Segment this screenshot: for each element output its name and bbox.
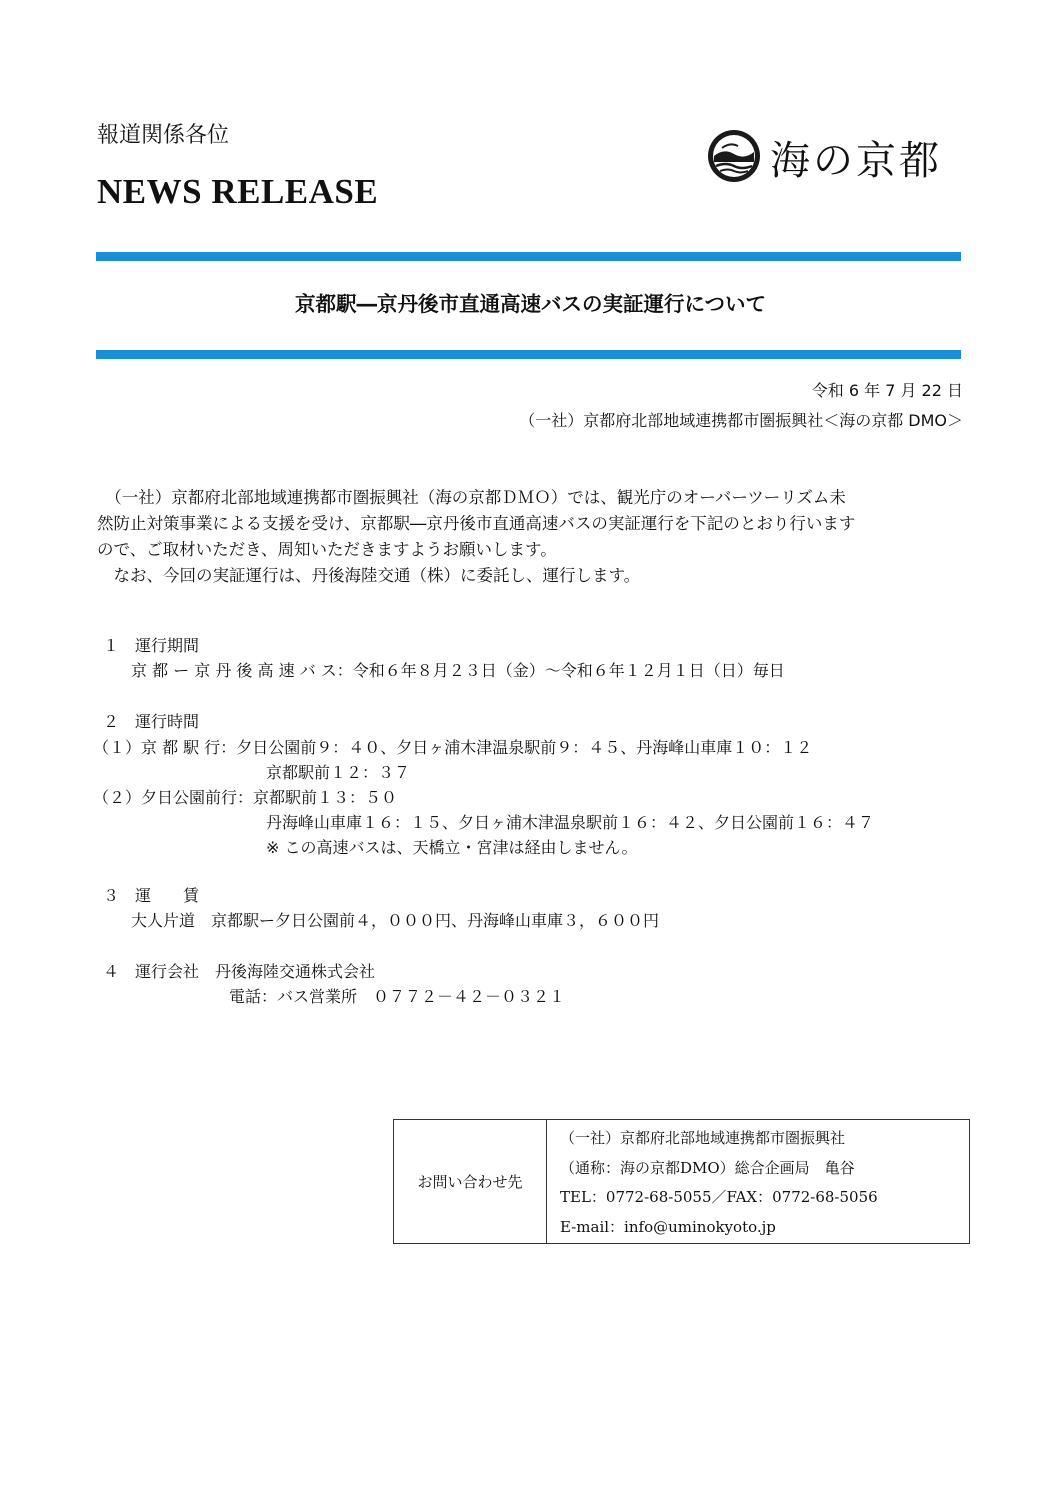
section-3-heading: ３ 運 賃 <box>103 886 200 905</box>
wave-emblem-icon <box>706 128 762 184</box>
body-paragraph-line: なお、今回の実証運行は、丹後海陸交通（株）に委託し、運行します。 <box>97 566 641 585</box>
section-2-heading: ２ 運行時間 <box>103 712 200 731</box>
section-4-heading: ４ 運行会社 丹後海陸交通株式会社 <box>103 962 376 981</box>
schedule-note: ※ この高速バスは、天橋立・宮津は経由しません。 <box>266 838 638 857</box>
schedule-line: 丹海峰山車庫１６：１５、夕日ヶ浦木津温泉駅前１６：４２、夕日公園前１６：４７ <box>266 813 875 832</box>
contact-org: （一社）京都府北部地域連携都市圏振興社 <box>560 1129 846 1147</box>
issuing-organization: （一社）京都府北部地域連携都市圏振興社＜海の京都 DMO＞ <box>519 411 963 430</box>
contact-phone-fax: TEL：0772-68-5055／FAX：0772-68-5056 <box>560 1188 878 1206</box>
operator-phone: 電話：バス営業所 ０７７２－４２－０３２１ <box>229 987 566 1006</box>
schedule-line: （２）夕日公園前行：京都駅前１３：５０ <box>93 788 398 807</box>
contact-email[interactable]: E-mail：info@uminokyoto.jp <box>560 1217 776 1236</box>
schedule-line: 京都駅前１２：３７ <box>266 763 411 782</box>
logo-text: 海の京都 <box>770 138 942 184</box>
fare-line: 大人片道 京都駅ー夕日公園前４，０００円、丹海峰山車庫３，６００円 <box>131 911 660 930</box>
section-1-period: 京 都 ー 京 丹 後 高 速 バ ス：令和６年８月２３日（金）～令和６年１２月１日（日）毎日 <box>131 661 785 680</box>
contact-person: （通称：海の京都DMO）総合企画局 亀谷 <box>560 1158 855 1177</box>
body-paragraph-line: ので、ご取材いただき、周知いただきますようお願いします。 <box>97 540 557 559</box>
contact-label: お問い合わせ先 <box>394 1120 547 1243</box>
page-title: 京都駅―京丹後市直通高速バスの実証運行について <box>294 292 767 316</box>
recipients-label: 報道関係各位 <box>97 123 230 148</box>
body-paragraph-line: （一社）京都府北部地域連携都市圏振興社（海の京都ＤＭＯ）では、観光庁のオーバーツーリズム未 <box>97 488 846 507</box>
top-divider-bar <box>96 252 961 261</box>
body-paragraph-line: 然防止対策事業による支援を受け、京都駅―京丹後市直通高速バスの実証運行を下記のとおり行います <box>97 514 856 533</box>
news-release-heading: NEWS RELEASE <box>97 172 379 211</box>
section-1-heading: １ 運行期間 <box>103 636 200 655</box>
logo <box>706 126 966 186</box>
schedule-line: （１）京 都 駅 行：夕日公園前９：４０、夕日ヶ浦木津温泉駅前９：４５、丹海峰山車庫１０：１２ <box>93 738 813 757</box>
bottom-divider-bar <box>96 350 961 359</box>
contact-details <box>560 1124 878 1242</box>
release-date: 令和 6 年 7 月 22 日 <box>811 381 963 400</box>
contact-box <box>393 1119 970 1244</box>
